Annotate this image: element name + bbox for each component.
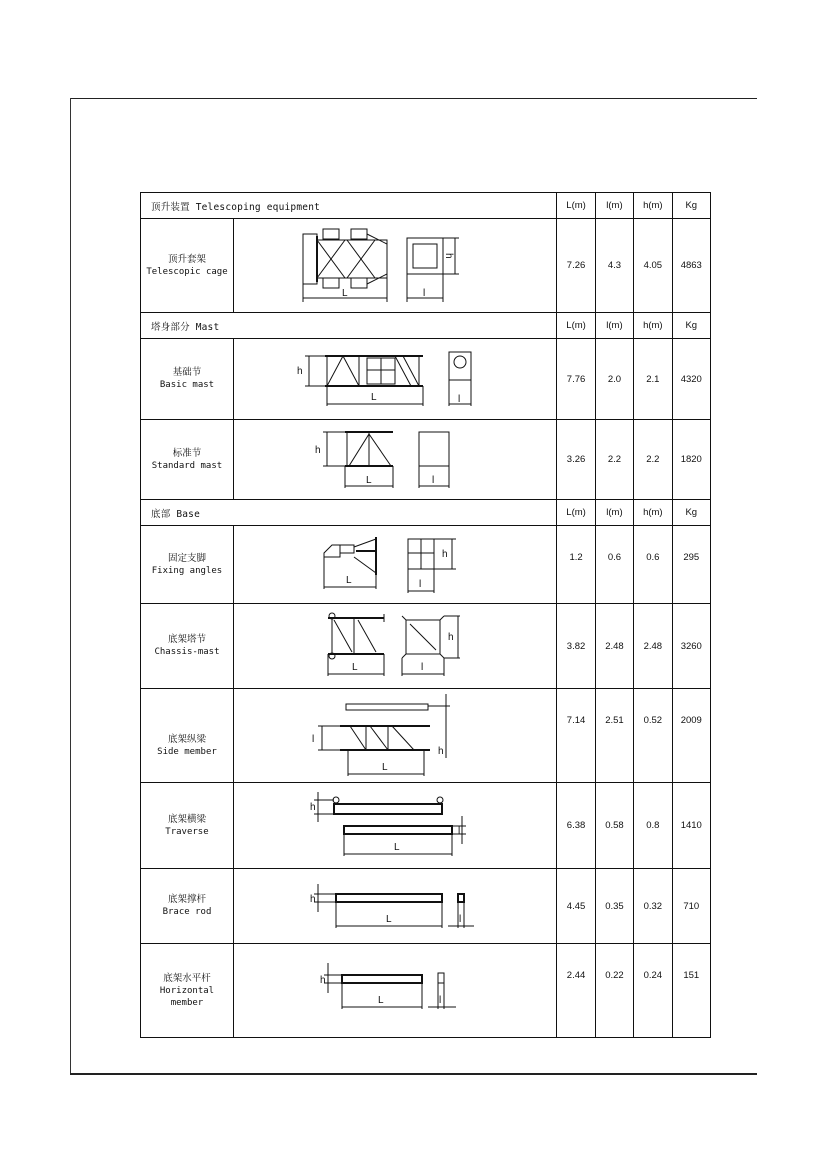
svg-text:h: h (438, 745, 444, 757)
value-kg: 3260 (672, 604, 710, 689)
value-l: 2.0 (595, 339, 633, 420)
header-kg: Kg (672, 193, 710, 219)
value-kg: 151 (672, 944, 710, 1038)
value-l: 0.58 (595, 783, 633, 869)
value-kg: 295 (672, 526, 710, 604)
svg-text:h: h (442, 548, 448, 560)
table-row (141, 689, 711, 783)
component-name: 底架塔节 Chassis-mast (141, 604, 234, 689)
svg-text:l: l (459, 914, 462, 925)
standard-mast-drawing-icon (315, 426, 475, 494)
value-l: 0.35 (595, 869, 633, 944)
section-header-base (141, 500, 711, 526)
page-border-bottom (70, 1073, 757, 1075)
value-h: 0.24 (634, 944, 672, 1038)
value-h: 0.52 (634, 689, 672, 783)
header-h: h(m) (634, 193, 672, 219)
page-border-top (70, 98, 757, 99)
section-title: 塔身部分 Mast (141, 313, 557, 339)
table-row (141, 339, 711, 420)
svg-text:L: L (386, 914, 392, 925)
svg-text:h: h (310, 801, 316, 813)
value-h: 2.2 (634, 420, 672, 500)
drawing-horizontal-member (233, 944, 556, 1038)
drawing-fixing-angles (233, 526, 556, 604)
value-L: 2.44 (557, 944, 595, 1038)
telescopic-cage-drawing-icon (295, 226, 495, 306)
svg-text:L: L (346, 574, 352, 586)
table-row (141, 420, 711, 500)
svg-text:h: h (320, 974, 326, 986)
header-L: L(m) (557, 500, 595, 526)
drawing-traverse (233, 783, 556, 869)
svg-text:h: h (443, 252, 455, 259)
value-h: 0.32 (634, 869, 672, 944)
component-name: 底架撑杆 Brace rod (141, 869, 234, 944)
svg-text:h: h (310, 894, 316, 905)
svg-text:L: L (394, 841, 400, 853)
value-kg: 2009 (672, 689, 710, 783)
table-row (141, 604, 711, 689)
header-l: l(m) (595, 313, 633, 339)
component-name: 基础节 Basic mast (141, 339, 234, 420)
component-spec-table (140, 192, 711, 1038)
svg-text:l: l (439, 994, 442, 1006)
value-kg: 1410 (672, 783, 710, 869)
header-L: L(m) (557, 193, 595, 219)
value-l: 0.6 (595, 526, 633, 604)
header-kg: Kg (672, 500, 710, 526)
value-l: 0.22 (595, 944, 633, 1038)
svg-text:l: l (458, 825, 461, 837)
component-name: 顶升套架 Telescopic cage (141, 219, 234, 313)
svg-text:L: L (378, 994, 384, 1006)
drawing-brace-rod (233, 869, 556, 944)
svg-text:l: l (421, 662, 424, 673)
header-l: l(m) (595, 500, 633, 526)
value-L: 1.2 (557, 526, 595, 604)
section-header-telescoping (141, 193, 711, 219)
svg-text:L: L (352, 662, 358, 673)
value-h: 0.8 (634, 783, 672, 869)
value-l: 4.3 (595, 219, 633, 313)
drawing-basic-mast (233, 339, 556, 420)
component-name: 底架纵梁 Side member (141, 689, 234, 783)
table-row (141, 219, 711, 313)
svg-text:h: h (315, 444, 321, 456)
value-h: 2.1 (634, 339, 672, 420)
value-kg: 710 (672, 869, 710, 944)
value-L: 4.45 (557, 869, 595, 944)
svg-text:l: l (458, 394, 461, 405)
table-row (141, 944, 711, 1038)
section-title: 顶升装置 Telescoping equipment (141, 193, 557, 219)
table-row (141, 869, 711, 944)
value-l: 2.48 (595, 604, 633, 689)
header-h: h(m) (634, 313, 672, 339)
drawing-standard-mast (233, 420, 556, 500)
value-h: 2.48 (634, 604, 672, 689)
section-title: 底部 Base (141, 500, 557, 526)
svg-text:L: L (371, 392, 377, 403)
value-L: 7.14 (557, 689, 595, 783)
header-kg: Kg (672, 313, 710, 339)
header-L: L(m) (557, 313, 595, 339)
table-row (141, 783, 711, 869)
chassis-mast-drawing-icon (320, 610, 470, 682)
component-name: 底架水平杆 Horizontal member (141, 944, 234, 1038)
svg-text:l: l (423, 287, 426, 299)
component-name: 标准节 Standard mast (141, 420, 234, 500)
component-name: 底架横梁 Traverse (141, 783, 234, 869)
value-L: 7.26 (557, 219, 595, 313)
svg-text:h: h (448, 632, 454, 643)
traverse-drawing-icon (310, 790, 480, 862)
value-L: 3.82 (557, 604, 595, 689)
value-L: 6.38 (557, 783, 595, 869)
svg-text:l: l (312, 733, 315, 745)
drawing-chassis-mast (233, 604, 556, 689)
value-h: 4.05 (634, 219, 672, 313)
value-h: 0.6 (634, 526, 672, 604)
value-kg: 1820 (672, 420, 710, 500)
value-kg: 4863 (672, 219, 710, 313)
svg-text:l: l (432, 474, 435, 486)
brace-rod-drawing-icon (310, 878, 480, 934)
header-l: l(m) (595, 193, 633, 219)
svg-text:L: L (342, 287, 348, 299)
svg-text:L: L (382, 761, 388, 773)
drawing-side-member (233, 689, 556, 783)
horizontal-member-drawing-icon (320, 961, 470, 1021)
side-member-drawing-icon (310, 692, 480, 780)
table-row (141, 526, 711, 604)
fixing-angles-drawing-icon (320, 531, 470, 599)
value-l: 2.2 (595, 420, 633, 500)
value-L: 3.26 (557, 420, 595, 500)
drawing-telescopic-cage (233, 219, 556, 313)
svg-text:L: L (366, 474, 372, 486)
header-h: h(m) (634, 500, 672, 526)
svg-text:h: h (297, 366, 303, 377)
svg-text:l: l (419, 578, 422, 590)
value-L: 7.76 (557, 339, 595, 420)
component-name: 固定支脚 Fixing angles (141, 526, 234, 604)
basic-mast-drawing-icon (295, 344, 495, 414)
page-border-left (70, 98, 71, 1074)
value-l: 2.51 (595, 689, 633, 783)
section-header-mast (141, 313, 711, 339)
value-kg: 4320 (672, 339, 710, 420)
